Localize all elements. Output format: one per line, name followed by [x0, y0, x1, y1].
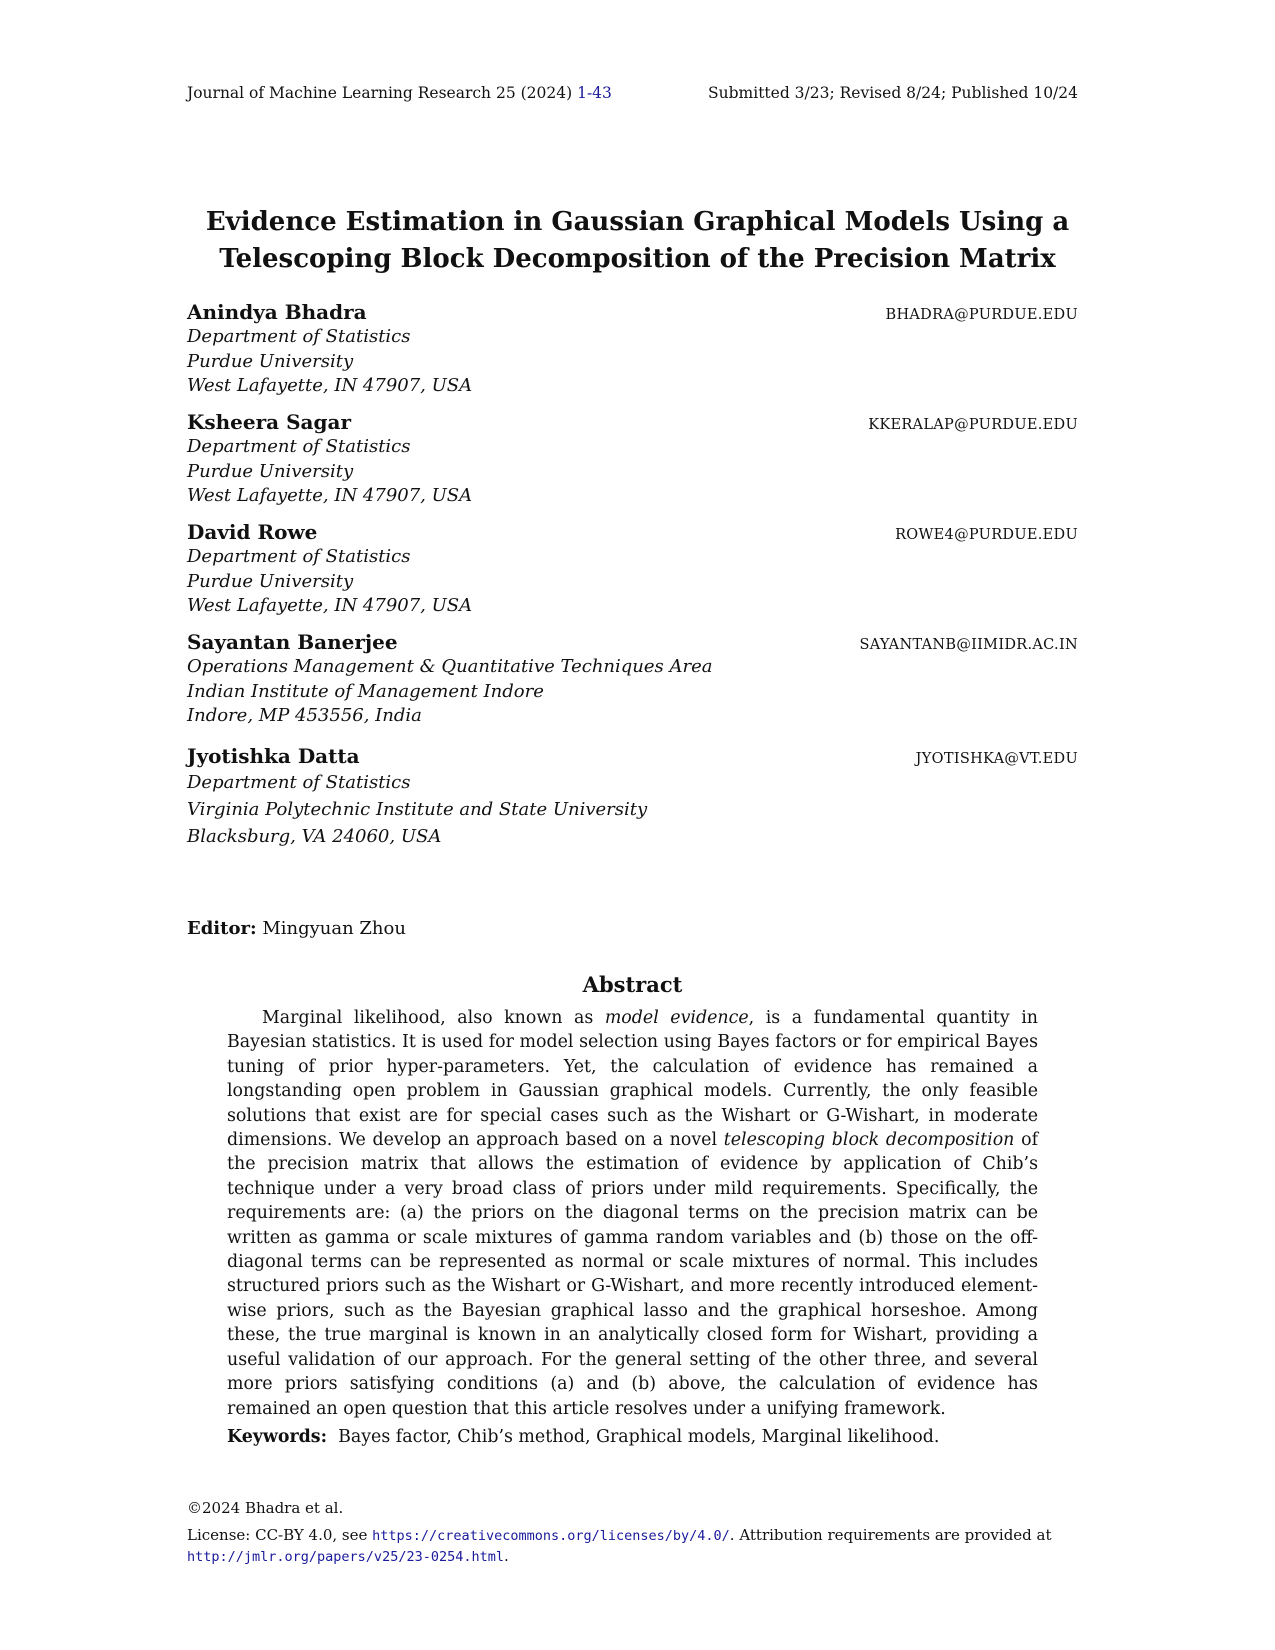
author-block: [187, 410, 1078, 509]
abstract-emphasis: telescoping block decomposition: [723, 1130, 1015, 1151]
author-institution: Purdue University: [187, 570, 354, 592]
keywords-line: [227, 1427, 1038, 1447]
copyright-notice: ©2024 Bhadra et al.: [187, 1499, 344, 1517]
abstract-text-part: , is a fundamental quantity in Bayesian statistics. It is used for model selection using Bayes factors or for empirical Bayes tuning of prior hyper-parameters. Yet, the calculation of evidence has remained a longstanding open problem in Gaussian graphical models. Currently, the only feasible solutions that exist are for special cases such as the Wishart or G-Wishart, in moderate dimensions. We develop an approach based on a novel: [227, 1008, 1038, 1151]
abstract-text-part: of the precision matrix that allows the estimation of evidence by application of Chib’s technique under a very broad class of priors under mild requirements. Specifically, the requirements are: (a) the priors on the diagonal terms on the precision matrix can be written as gamma or scale mixtures of gamma random variables and (b) those on the off-diagonal terms can be represented as normal or scale mixtures of normal. This includes structured priors such as the Wishart or G-Wishart, and more recently introduced element-wise priors, such as the Bayesian graphical lasso and the graphical horseshoe. Among these, the true marginal is known in an analytically closed form for Wishart, providing a useful validation of our approach. For the general setting of the other three, and several more priors satisfying conditions (a) and (b) above, the calculation of evidence has remained an open question that this article resolves under a unifying framework.: [227, 1130, 1039, 1419]
author-email[interactable]: JYOTISHKA@VT.EDU: [915, 751, 1078, 767]
author-address: Indore, MP 453556, India: [187, 705, 422, 726]
author-address: West Lafayette, IN 47907, USA: [187, 485, 473, 506]
author-email[interactable]: BHADRA@PURDUE.EDU: [885, 307, 1078, 323]
author-institution: Purdue University: [187, 350, 354, 372]
journal-citation: [187, 84, 612, 102]
running-header: [187, 84, 1078, 102]
license-notice: [187, 1525, 1078, 1567]
author-institution: Purdue University: [187, 460, 354, 482]
author-department: Department of Statistics: [187, 546, 411, 567]
paper-title: [120, 204, 1155, 278]
author-department: Operations Management & Quantitative Techniques Area: [187, 656, 713, 677]
abstract-text: [227, 1006, 1038, 1421]
author-email[interactable]: SAYANTANB@IIMIDR.AC.IN: [859, 637, 1078, 653]
abstract-text-part: Marginal likelihood, also known as: [262, 1008, 605, 1028]
license-text: License: CC-BY 4.0, see: [187, 1526, 373, 1544]
title-line-1: Evidence Estimation in Gaussian Graphical Models Using a: [205, 207, 1070, 237]
editor-line: [187, 918, 406, 939]
author-name: Jyotishka Datta: [187, 744, 360, 768]
author-institution: Indian Institute of Management Indore: [187, 680, 544, 702]
author-department: Department of Statistics: [187, 772, 411, 793]
page-range-link[interactable]: 1-43: [577, 84, 612, 102]
paper-url-link[interactable]: http://jmlr.org/papers/v25/23-0254.html: [187, 1549, 504, 1565]
author-email[interactable]: KKERALAP@PURDUE.EDU: [868, 417, 1078, 433]
editor-label: Editor:: [187, 918, 257, 939]
editor-name: Mingyuan Zhou: [256, 918, 406, 939]
author-address: West Lafayette, IN 47907, USA: [187, 375, 473, 396]
abstract-emphasis: model evidence: [604, 1008, 749, 1028]
abstract-heading: Abstract: [582, 972, 683, 997]
author-email[interactable]: ROWE4@PURDUE.EDU: [895, 527, 1078, 543]
author-address: Blacksburg, VA 24060, USA: [187, 826, 442, 847]
author-name: David Rowe: [187, 520, 318, 544]
title-line-2: Telescoping Block Decomposition of the Precision Matrix: [219, 244, 1056, 274]
license-text: . Attribution requirements are provided at: [729, 1526, 1052, 1544]
journal-name: Journal of Machine Learning Research 25 (2024): [187, 84, 578, 102]
author-department: Department of Statistics: [187, 436, 411, 457]
author-name: Sayantan Banerjee: [187, 630, 398, 654]
keywords-text: Bayes factor, Chib’s method, Graphical models, Marginal likelihood.: [338, 1427, 940, 1447]
keywords-label: Keywords:: [227, 1427, 328, 1447]
author-name: Anindya Bhadra: [187, 300, 367, 324]
license-text: .: [503, 1547, 509, 1565]
author-address: West Lafayette, IN 47907, USA: [187, 595, 473, 616]
author-institution: Virginia Polytechnic Institute and State University: [187, 799, 648, 820]
license-url-link[interactable]: https://creativecommons.org/licenses/by/4.0/: [372, 1528, 730, 1544]
author-department: Department of Statistics: [187, 326, 411, 347]
author-block: [187, 744, 1078, 850]
author-block: [187, 520, 1078, 619]
author-name: Ksheera Sagar: [187, 410, 351, 434]
publication-dates: Submitted 3/23; Revised 8/24; Published 10/24: [708, 84, 1078, 102]
author-block: [187, 630, 1078, 729]
author-block: [187, 300, 1078, 399]
